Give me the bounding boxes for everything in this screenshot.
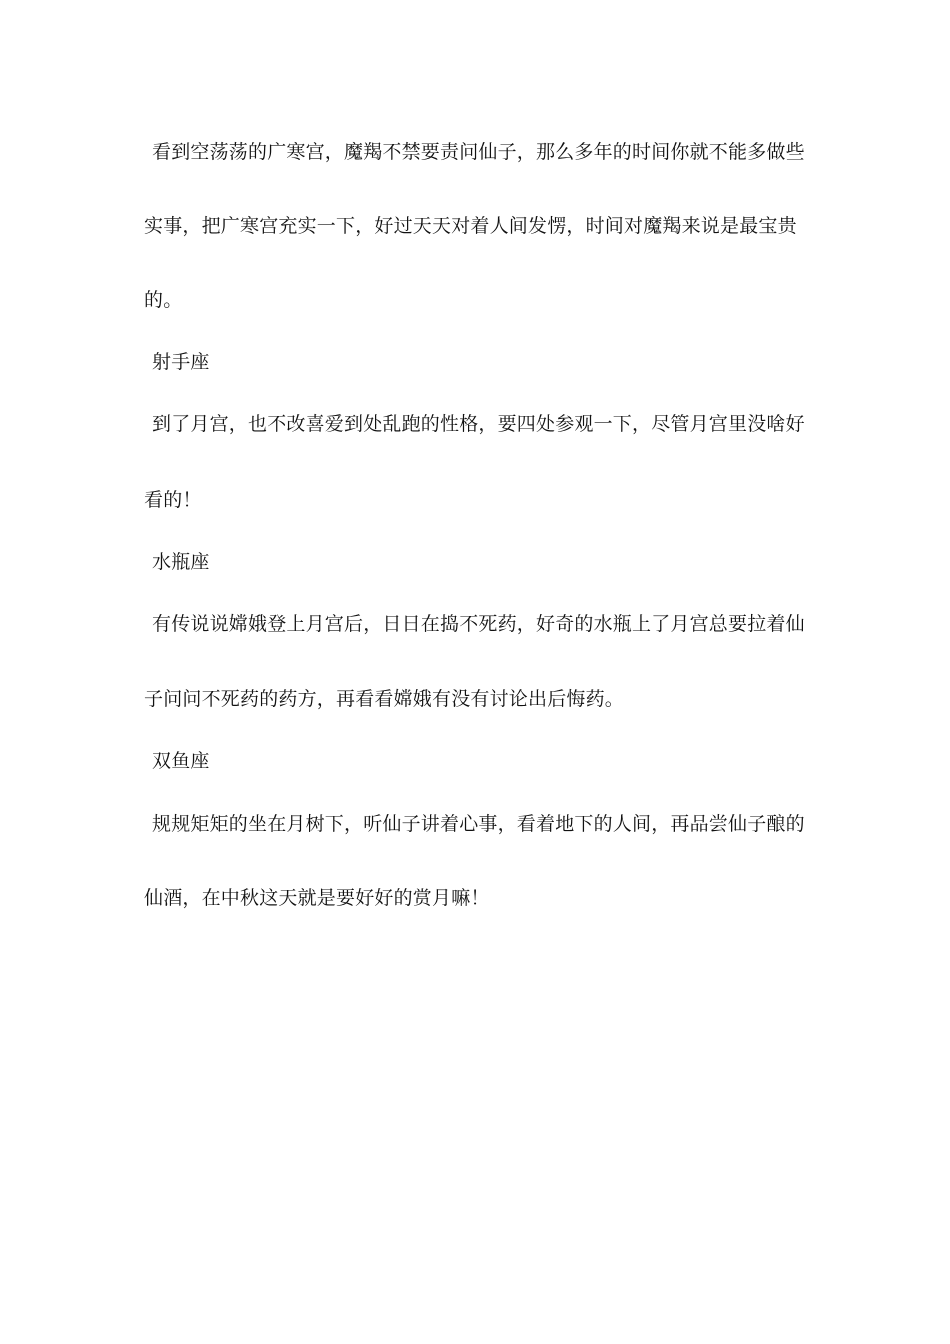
paragraph-capricorn-line-2: 实事，把广寒宫充实一下，好过天天对着人间发愣，时间对魔羯来说是最宝贵 xyxy=(144,215,797,237)
paragraph-capricorn-line-1: 看到空荡荡的广寒宫，魔羯不禁要责问仙子，那么多年的时间你就不能多做些 xyxy=(152,141,805,163)
paragraph-aquarius-line-2: 子问问不死药的药方，再看看嫦娥有没有讨论出后悔药。 xyxy=(144,688,625,710)
paragraph-pisces-line-1: 规规矩矩的坐在月树下，听仙子讲着心事，看着地下的人间，再品尝仙子酿的 xyxy=(152,813,805,835)
paragraph-pisces-line-2: 仙酒，在中秋这天就是要好好的赏月嘛！ xyxy=(144,887,490,909)
paragraph-sagittarius-line-2: 看的！ xyxy=(144,489,202,511)
heading-aquarius: 水瓶座 xyxy=(152,551,210,573)
paragraph-aquarius-line-1: 有传说说嫦娥登上月宫后，日日在捣不死药，好奇的水瓶上了月宫总要拉着仙 xyxy=(152,613,805,635)
heading-pisces: 双鱼座 xyxy=(152,750,210,772)
paragraph-sagittarius-line-1: 到了月宫，也不改喜爱到处乱跑的性格，要四处参观一下，尽管月宫里没啥好 xyxy=(152,413,805,435)
paragraph-capricorn-line-3: 的。 xyxy=(144,289,183,311)
heading-sagittarius: 射手座 xyxy=(152,351,210,373)
